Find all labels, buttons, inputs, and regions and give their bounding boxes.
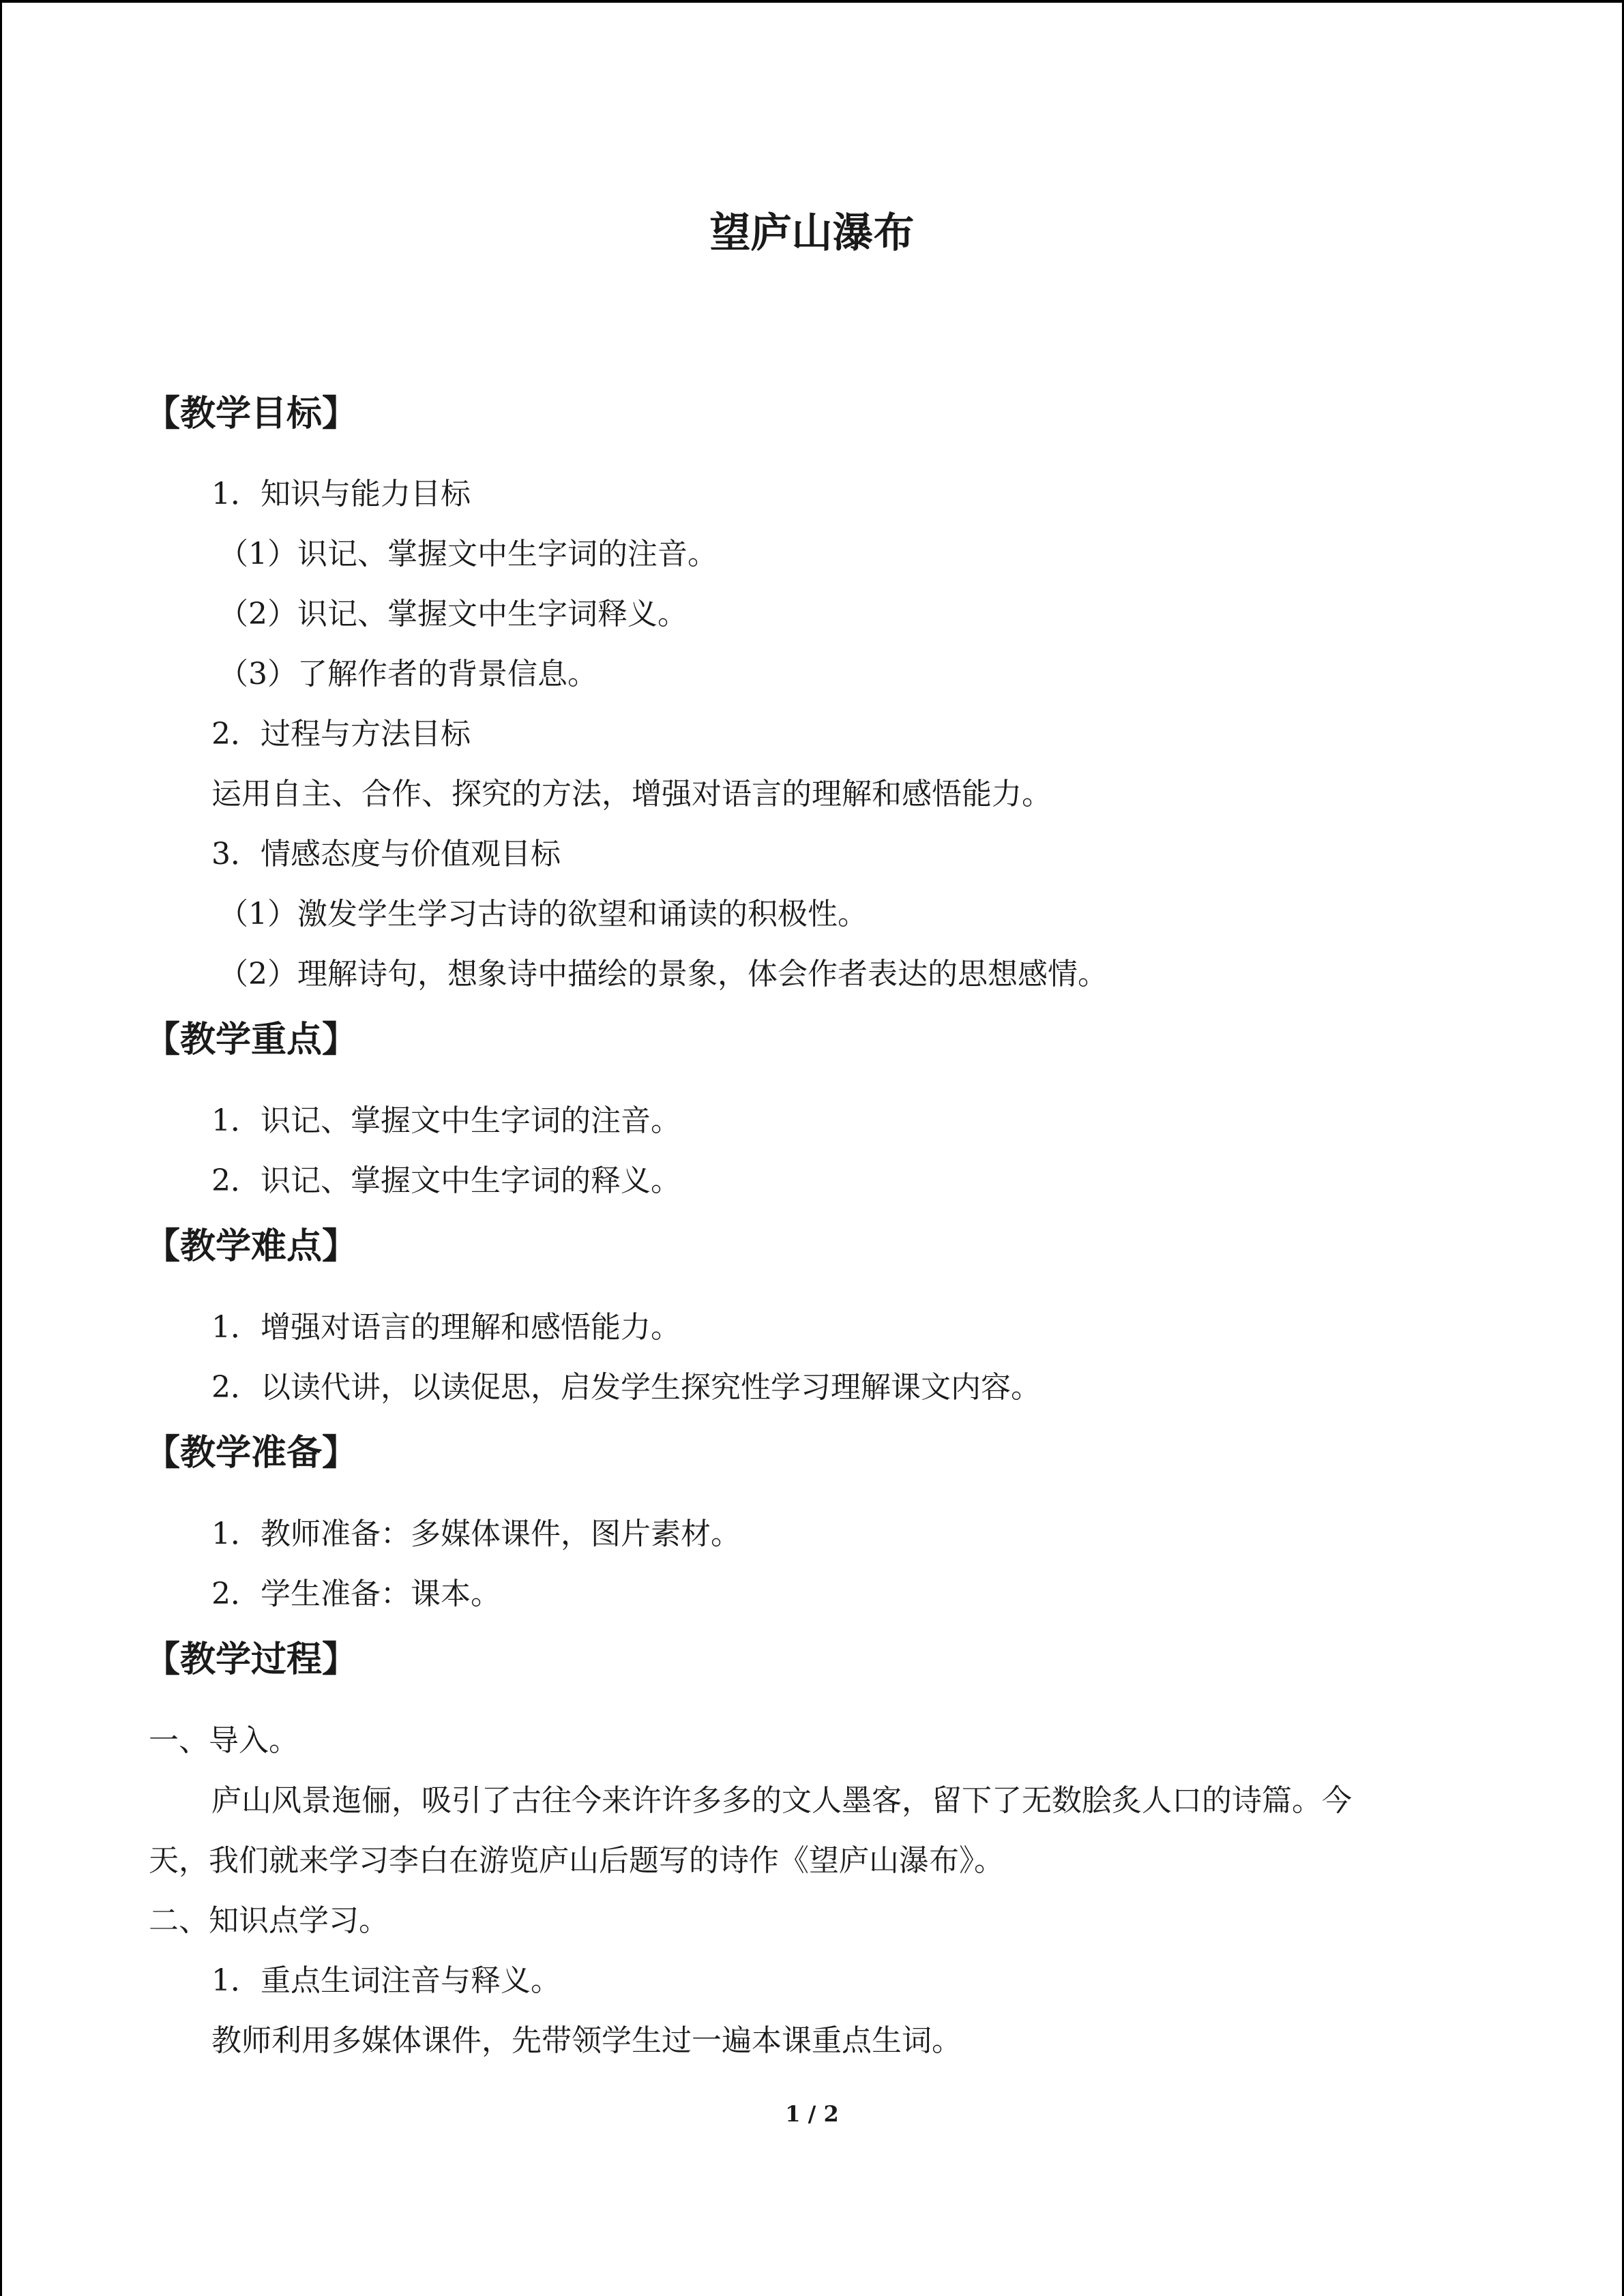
objective-line: （3）了解作者的背景信息。 [218,657,597,691]
section-heading-objectives: 【教学目标】 [145,393,358,434]
page-number: 1 / 2 [785,2101,839,2127]
objective-line: （1）激发学生学习古诗的欲望和诵读的积极性。 [218,897,868,931]
objective-line: 2．过程与方法目标 [211,717,471,751]
preparation-line: 1．教师准备：多媒体课件，图片素材。 [211,1517,741,1551]
objective-line: 3．情感态度与价值观目标 [211,837,561,871]
section-heading-process: 【教学过程】 [145,1639,358,1680]
process-line: 天，我们就来学习李白在游览庐山后题写的诗作《望庐山瀑布》。 [149,1843,1004,1878]
process-line: 1．重点生词注音与释义。 [211,1963,561,1998]
section-heading-key-points: 【教学重点】 [145,1019,358,1060]
objective-line: 运用自主、合作、探究的方法，增强对语言的理解和感悟能力。 [211,777,1052,811]
objective-line: 1．知识与能力目标 [211,477,471,511]
section-heading-difficulties: 【教学难点】 [145,1225,358,1267]
key-point-line: 1．识记、掌握文中生字词的注音。 [211,1103,681,1138]
process-line: 一、导入。 [149,1723,299,1758]
objective-line: （2）识记、掌握文中生字词释义。 [218,597,688,631]
difficulty-line: 2．以读代讲，以读促思，启发学生探究性学习理解课文内容。 [211,1370,1041,1405]
difficulty-line: 1．增强对语言的理解和感悟能力。 [211,1310,681,1345]
document-title: 望庐山瀑布 [709,209,915,257]
process-line: 教师利用多媒体课件，先带领学生过一遍本课重点生词。 [211,2023,962,2058]
preparation-line: 2．学生准备：课本。 [211,1577,501,1611]
key-point-line: 2．识记、掌握文中生字词的释义。 [211,1163,681,1198]
process-line: 庐山风景迤俪，吸引了古往今来许许多多的文人墨客，留下了无数脍炙人口的诗篇。今 [211,1783,1352,1818]
page-border-left [0,0,2,2296]
section-heading-preparation: 【教学准备】 [145,1432,358,1474]
process-line: 二、知识点学习。 [149,1903,389,1938]
objective-line: （1）识记、掌握文中生字词的注音。 [218,537,718,571]
page-border-top [0,0,1624,3]
objective-line: （2）理解诗句，想象诗中描绘的景象，体会作者表达的思想感情。 [218,957,1108,992]
